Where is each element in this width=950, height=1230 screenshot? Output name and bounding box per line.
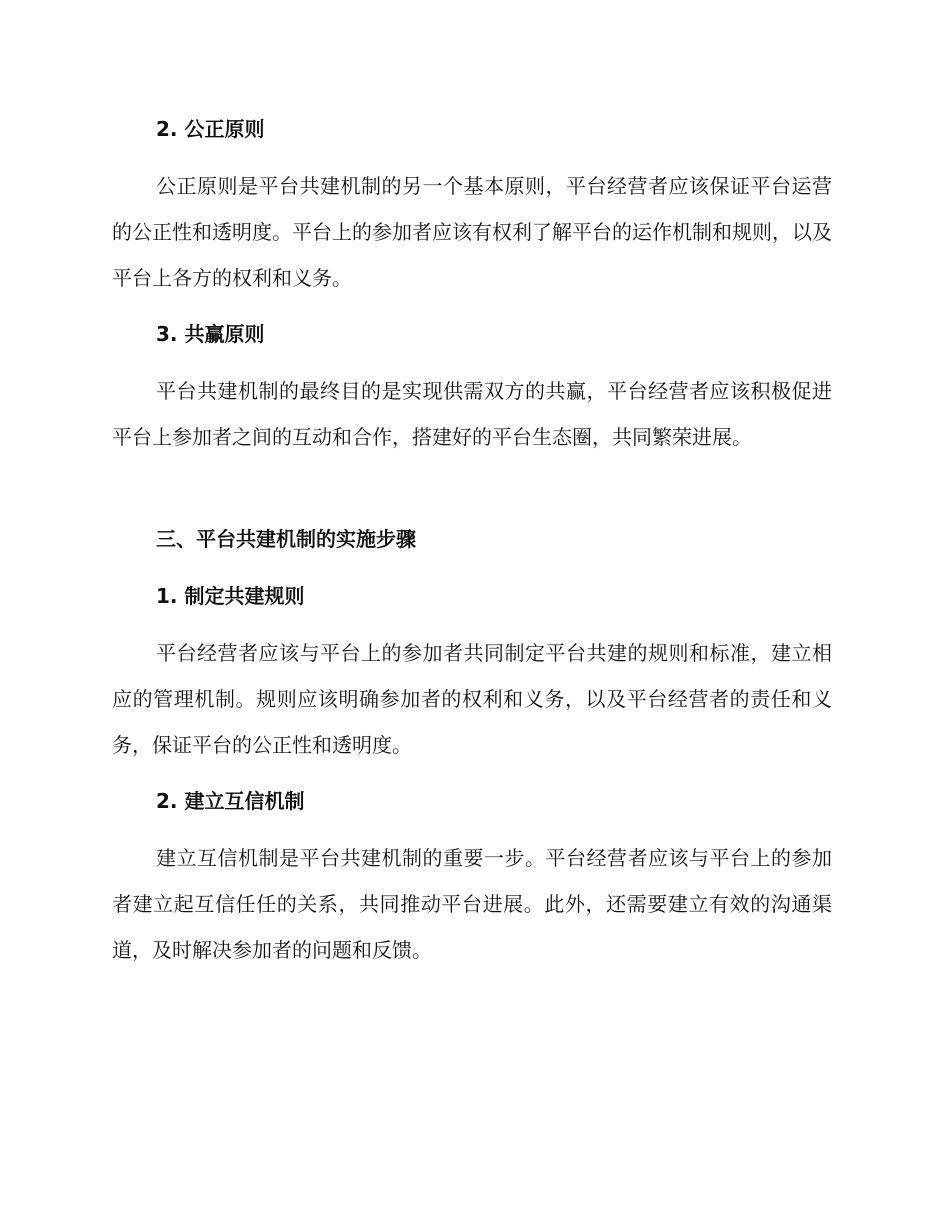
chapter-heading-implementation: 三、平台共建机制的实施步骤 bbox=[156, 527, 416, 551]
paragraph-rules: 平台经营者应该与平台上的参加者共同制定平台共建的规则和标准，建立相应的管理机制。规则应该明确参加者的权利和义务，以及平台经营者的责任和义务，保证平台的公正性和透明度。 bbox=[112, 641, 832, 757]
section-heading-rules: 1. 制定共建规则 bbox=[156, 584, 305, 608]
paragraph-win-win: 平台共建机制的最终目的是实现供需双方的共赢，平台经营者应该积极促进平台上参加者之间的互动和合作，搭建好的平台生态圈，共同繁荣进展。 bbox=[112, 379, 832, 449]
paragraph-trust: 建立互信机制是平台共建机制的重要一步。平台经营者应该与平台上的参加者建立起互信任任的关系，共同推动平台进展。此外，还需要建立有效的沟通渠道，及时解决参加者的问题和反馈。 bbox=[112, 846, 832, 962]
section-heading-win-win: 3. 共赢原则 bbox=[156, 322, 265, 346]
section-heading-fairness: 2. 公正原则 bbox=[156, 117, 265, 141]
paragraph-fairness: 公正原则是平台共建机制的另一个基本原则，平台经营者应该保证平台运营的公正性和透明度。平台上的参加者应该有权利了解平台的运作机制和规则，以及平台上各方的权利和义务。 bbox=[112, 174, 832, 290]
section-heading-trust: 2. 建立互信机制 bbox=[156, 789, 305, 813]
